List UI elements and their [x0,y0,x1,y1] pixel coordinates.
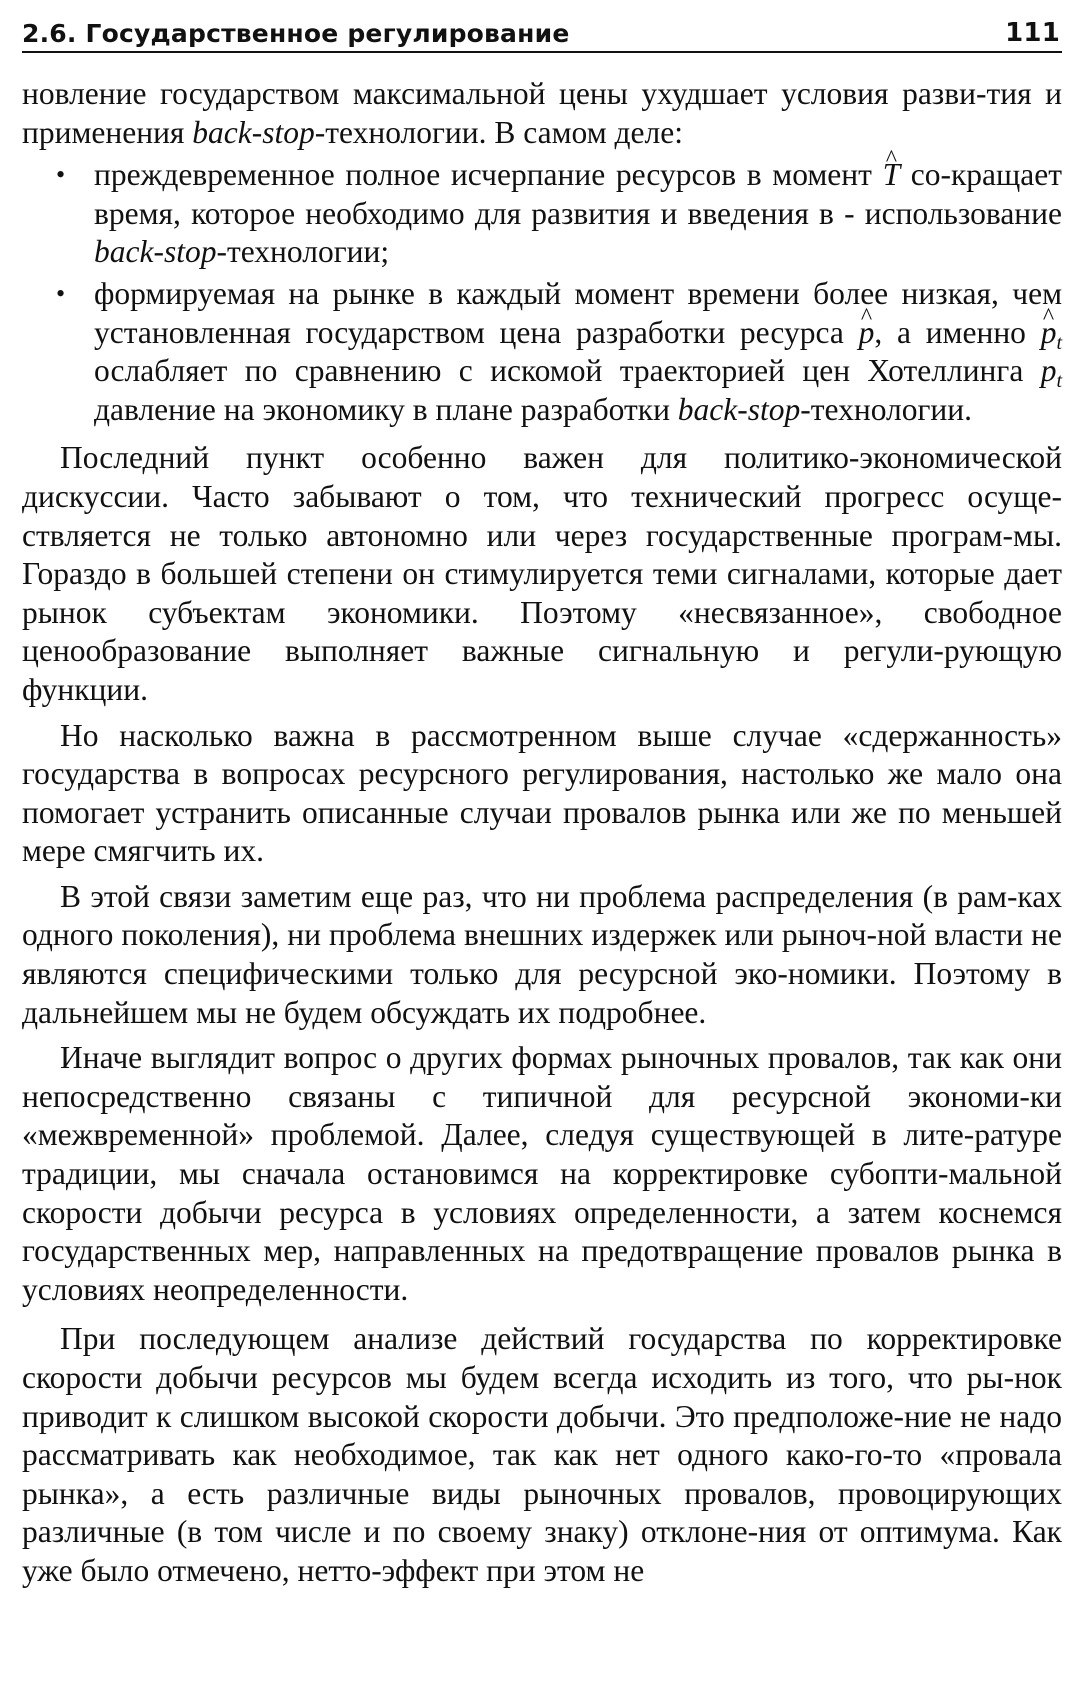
paragraph-3: В этой связи заметим еще раз, что ни проблема распределения (в рам-ках одного поколения), ни проблема внешних издержек или рыноч-ной власти не являются специфическими только для ресурсной эко-номики. Поэтому в дальнейшем мы не будем обсуждать их подробнее. [22,878,1062,1030]
paragraph-1: Последний пункт особенно важен для политико-экономической дискуссии. Часто забывают о том, что технический прогресс осуще-ствляется не только автономно или через государственные програм-мы. Гораздо в большей степени он стимулируется теми сигналами, которые дает рынок субъектам экономики. Поэтому «несвязанное», свободное ценообразование выполняет важные сигнальную и регули-рующую функции. [22,440,1062,707]
pt-symbol: p [1040,353,1057,389]
b2-text-a: формируемая на рынке в каждый момент времени более низкая, чем установленная государством цена разработки ресурса [94,275,1062,350]
intro-text-b: -технологии. В самом деле: [314,114,683,150]
pt-hat-symbol: ^ p [1041,314,1057,353]
pt-subscript: t [1056,370,1062,393]
bullet-item-1 [56,156,1062,272]
t-hat-symbol: ^ T [883,156,901,195]
b1-text-c: -технологии; [216,234,390,270]
intro-term: back-stop [192,114,315,150]
running-header [22,14,1062,53]
b2-term: back-stop [677,391,801,427]
b1-text-a: преждевременное полное исчерпание ресурсов в момент [94,157,883,193]
b2-text-d: давление на экономику в плане разработки [94,391,678,427]
paragraph-5: При последующем анализе действий государства по корректировке скорости добычи ресурсов мы будем всегда исходить из того, что ры-нок приводит к слишком высокой скорости добычи. Это предположе-ние не надо рассматривать как необходимое, так как нет одного како-го-то «провала рынка», а есть различные виды рыночных провалов, провоцирующих различные (в том числе и по своему знаку) отклоне-ния от оптимума. Как уже было отмечено, нетто-эффект при этом не [22,1321,1062,1588]
intro-text-a: новление государством максимальной цены ухудшает условия разви-тия и применения [22,76,1062,150]
p-hat-symbol: ^ p [859,314,875,353]
b1-text-b: со-кращает время, которое необходимо для развития и введения в - использование [94,157,1062,231]
bullet-item-2 [56,275,1062,429]
book-page [22,14,1062,1591]
intro-paragraph [22,75,1062,152]
bullet-icon: • [56,160,66,190]
b2-text-e: -технологии. [800,391,973,427]
b2-text-b: , а именно [874,314,1041,350]
pt-hat-subscript: t [1056,331,1062,354]
section-title: 2.6. Государственное регулирование [22,19,570,48]
paragraph-2: Но насколько важна в рассмотренном выше случае «сдержанность» государства в вопросах ресурсного регулирования, настолько же мало она помогает устранить описанные случаи провалов рынка или же по меньшей мере смягчить их. [22,717,1062,869]
bullet-list [22,156,1062,429]
paragraph-4: Иначе выглядит вопрос о других формах рыночных провалов, так как они непосредственно связаны с типичной для ресурсной экономи-ки «межвременной» проблемой. Далее, следуя существующей в лите-ратуре традиции, мы сначала остановимся на корректировке субопти-мальной скорости добычи ресурса в условиях определенности, а затем коснемся государственных мер, направленных на предотвращение провалов рынка в условиях неопределенности. [22,1040,1062,1307]
b1-term: back-stop [94,234,217,270]
page-number: 111 [1005,18,1060,48]
bullet-icon: • [56,278,66,308]
body-text [22,75,1062,1591]
b2-text-c: ослабляет по сравнению с искомой траекторией цен Хотеллинга [94,353,1041,389]
